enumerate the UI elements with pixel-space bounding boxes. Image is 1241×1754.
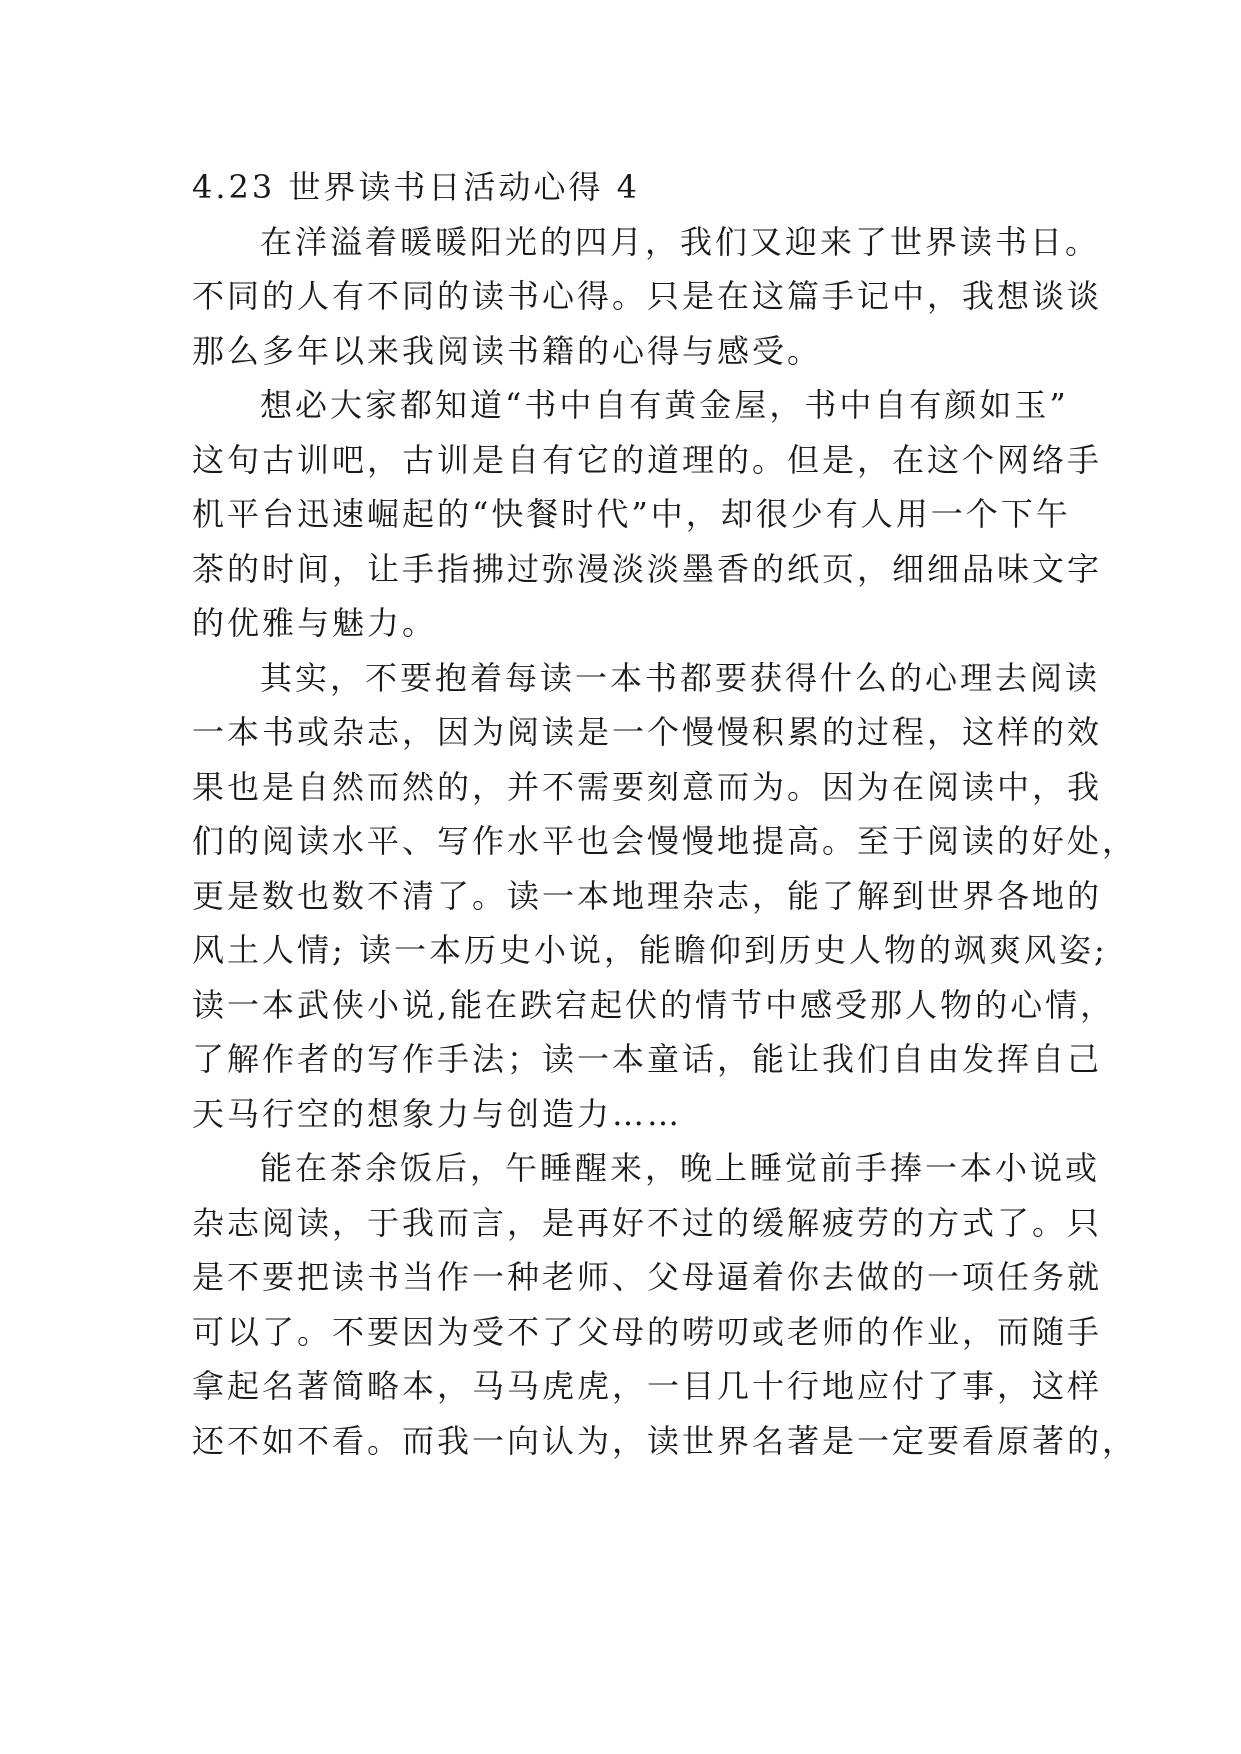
paragraph-line: 在洋溢着暖暖阳光的四月，我们又迎来了世界读书日。 <box>260 222 1101 261</box>
paragraph-line: 果也是自然而然的，并不需要刻意而为。因为在阅读中，我 <box>192 767 1103 806</box>
paragraph-line: 风土人情; 读一本历史小说，能瞻仰到历史人物的飒爽风姿; <box>192 931 1108 969</box>
paragraph-line: 是不要把读书当作一种老师、父母逼着你去做的一项任务就 <box>192 1258 1103 1296</box>
paragraph-line: 天马行空的想象力与创造力…… <box>192 1094 683 1133</box>
paragraph-line: 可以了。不要因为受不了父母的唠叨或老师的作业，而随手 <box>192 1312 1103 1351</box>
document-body <box>192 160 1138 1468</box>
paragraph-line: 想必大家都知道“书中自有黄金屋，书中自有颜如玉” <box>260 386 1069 424</box>
paragraph-line: 杂志阅读，于我而言，是再好不过的缓解疲劳的方式了。只 <box>192 1203 1103 1242</box>
paragraph-line: 们的阅读水平、写作水平也会慢慢地提高。至于阅读的好处， <box>192 822 1138 860</box>
paragraph-line: 了解作者的写作手法；读一本童话，能让我们自由发挥自己 <box>192 1040 1103 1078</box>
document-title: 4.23 世界读书日活动心得 4 <box>192 168 640 206</box>
paragraph-line: 还不如不看。而我一向认为，读世界名著是一定要看原著的， <box>192 1421 1138 1460</box>
paragraph-line: 茶的时间，让手指拂过弥漫淡淡墨香的纸页，细细品味文字 <box>192 549 1103 588</box>
paragraph-line: 那么多年以来我阅读书籍的心得与感受。 <box>192 331 823 370</box>
paragraph-line: 机平台迅速崛起的“快餐时代”中，却很少有人用一个下午 <box>192 495 1071 533</box>
paragraph-line: 这句古训吧，古训是自有它的道理的。但是，在这个网络手 <box>192 440 1103 479</box>
paragraph-line: 能在茶余饭后，午睡醒来，晚上睡觉前手捧一本小说或 <box>260 1149 1101 1187</box>
paragraph-line: 读一本武侠小说,能在跌宕起伏的情节中感受那人物的心情， <box>192 985 1116 1024</box>
paragraph-line: 拿起名著简略本，马马虎虎，一目几十行地应付了事，这样 <box>192 1367 1103 1405</box>
paragraph-line: 其实，不要抱着每读一本书都要获得什么的心理去阅读 <box>260 658 1101 697</box>
paragraph-line: 的优雅与魅力。 <box>192 604 438 642</box>
paragraph-line: 一本书或杂志，因为阅读是一个慢慢积累的过程，这样的效 <box>192 713 1103 751</box>
paragraph-line: 更是数也数不清了。读一本地理杂志，能了解到世界各地的 <box>192 876 1103 915</box>
paragraph-line: 不同的人有不同的读书心得。只是在这篇手记中，我想谈谈 <box>192 277 1103 315</box>
